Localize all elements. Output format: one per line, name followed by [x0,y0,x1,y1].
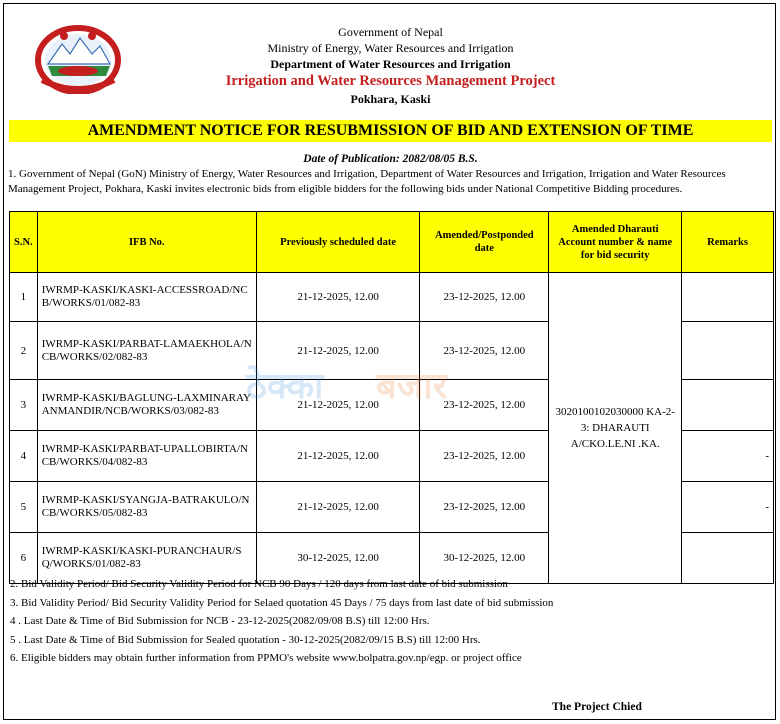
note-item: 3. Bid Validity Period/ Bid Security Validity Period for Selaed quotation 45 Days / 75 days from last date of bid submission [10,596,554,609]
header-ministry: Ministry of Energy, Water Resources and Irrigation [267,41,514,55]
cell-remarks [682,273,774,322]
cell-remarks [682,322,774,380]
cell-remarks: - [682,482,774,533]
cell-ifb: IWRMP-KASKI/BAGLUNG-LAXMINARAYANMANDIR/NCB/WORKS/03/082-83 [37,380,256,431]
notes-list [10,575,775,668]
letterhead [4,24,777,107]
cell-sn: 3 [10,380,38,431]
cell-sn: 6 [10,533,38,584]
cell-previous-date: 30-12-2025, 12.00 [256,533,420,584]
cell-remarks: - [682,431,774,482]
header-amended-date: Amended/Postponded date [420,212,549,273]
note-item: 5 . Last Date & Time of Bid Submission for Sealed quotation - 30-12-2025(2082/09/15 B.S) till 12:00 Hrs. [10,633,481,646]
cell-previous-date: 21-12-2025, 12.00 [256,431,420,482]
header-account: Amended Dharauti Account number & name for bid security [549,212,682,273]
cell-remarks [682,380,774,431]
cell-amended-date: 23-12-2025, 12.00 [420,431,549,482]
cell-ifb: IWRMP-KASKI/SYANGJA-BATRAKULO/NCB/WORKS/05/082-83 [37,482,256,533]
table-row [10,273,774,322]
note-item: 2. Bid Validity Period/ Bid Security Validity Period for NCB 90 Days / 120 days from last date of bid submission [10,578,508,590]
watermark-text-2: बजार [376,366,448,407]
header-sn: S.N. [10,212,38,273]
watermark-text-1: ठेक्का [246,366,324,407]
table-header-row [10,212,774,273]
cell-amended-date: 23-12-2025, 12.00 [420,482,549,533]
header-remarks: Remarks [682,212,774,273]
note-item: 6. Eligible bidders may obtain further information from PPMO's website www.bolpatra.gov.np/egp. or project office [10,652,522,665]
cell-amended-date: 23-12-2025, 12.00 [420,322,549,380]
header-department: Department of Water Resources and Irrigation [270,57,511,71]
cell-amended-date: 23-12-2025, 12.00 [420,273,549,322]
intro-paragraph: 1. Government of Nepal (GoN) Ministry of Energy, Water Resources and Irrigation, Department of Water Resources and Irrigation, Irrigation and Water Resources Management Project, Pokhara, Kaski invites electronic bids from eligible bidders for the following bids under National Competitive Bidding procedures. [8,168,726,195]
cell-sn: 2 [10,322,38,380]
cell-sn: 1 [10,273,38,322]
cell-sn: 5 [10,482,38,533]
cell-previous-date: 21-12-2025, 12.00 [256,482,420,533]
cell-amended-date: 23-12-2025, 12.00 [420,380,549,431]
cell-account: 3020100102030000 KA-2-3: DHARAUTI A/CKO.LE.NI .KA. [549,273,682,584]
notice-page [3,3,776,720]
header-location: Pokhara, Kaski [350,92,431,106]
header-government: Government of Nepal [338,25,443,39]
bids-table [9,211,774,584]
header-project: Irrigation and Water Resources Management Project [225,73,556,89]
cell-previous-date: 21-12-2025, 12.00 [256,273,420,322]
cell-ifb: IWRMP-KASKI/PARBAT-UPALLOBIRTA/NCB/WORKS/04/082-83 [37,431,256,482]
header-ifb: IFB No. [37,212,256,273]
publication-date: Date of Publication: 2082/08/05 B.S. [303,153,478,165]
cell-ifb: IWRMP-KASKI/KASKI-PURANCHAUR/SQ/WORKS/01/082-83 [37,533,256,584]
cell-ifb: IWRMP-KASKI/PARBAT-LAMAEKHOLA/NCB/WORKS/02/082-83 [37,322,256,380]
cell-previous-date: 21-12-2025, 12.00 [256,322,420,380]
header-previous-date: Previously scheduled date [256,212,420,273]
note-item: 4 . Last Date & Time of Bid Submission for NCB - 23-12-2025(2082/09/08 B.S) till 12:00 Hrs. [10,615,430,628]
signature: The Project Chied [552,701,642,713]
cell-ifb: IWRMP-KASKI/KASKI-ACCESSROAD/NCB/WORKS/01/082-83 [37,273,256,322]
notice-title-banner: AMENDMENT NOTICE FOR RESUBMISSION OF BID AND EXTENSION OF TIME [9,120,772,142]
cell-amended-date: 30-12-2025, 12.00 [420,533,549,584]
cell-sn: 4 [10,431,38,482]
cell-previous-date: 21-12-2025, 12.00 [256,380,420,431]
